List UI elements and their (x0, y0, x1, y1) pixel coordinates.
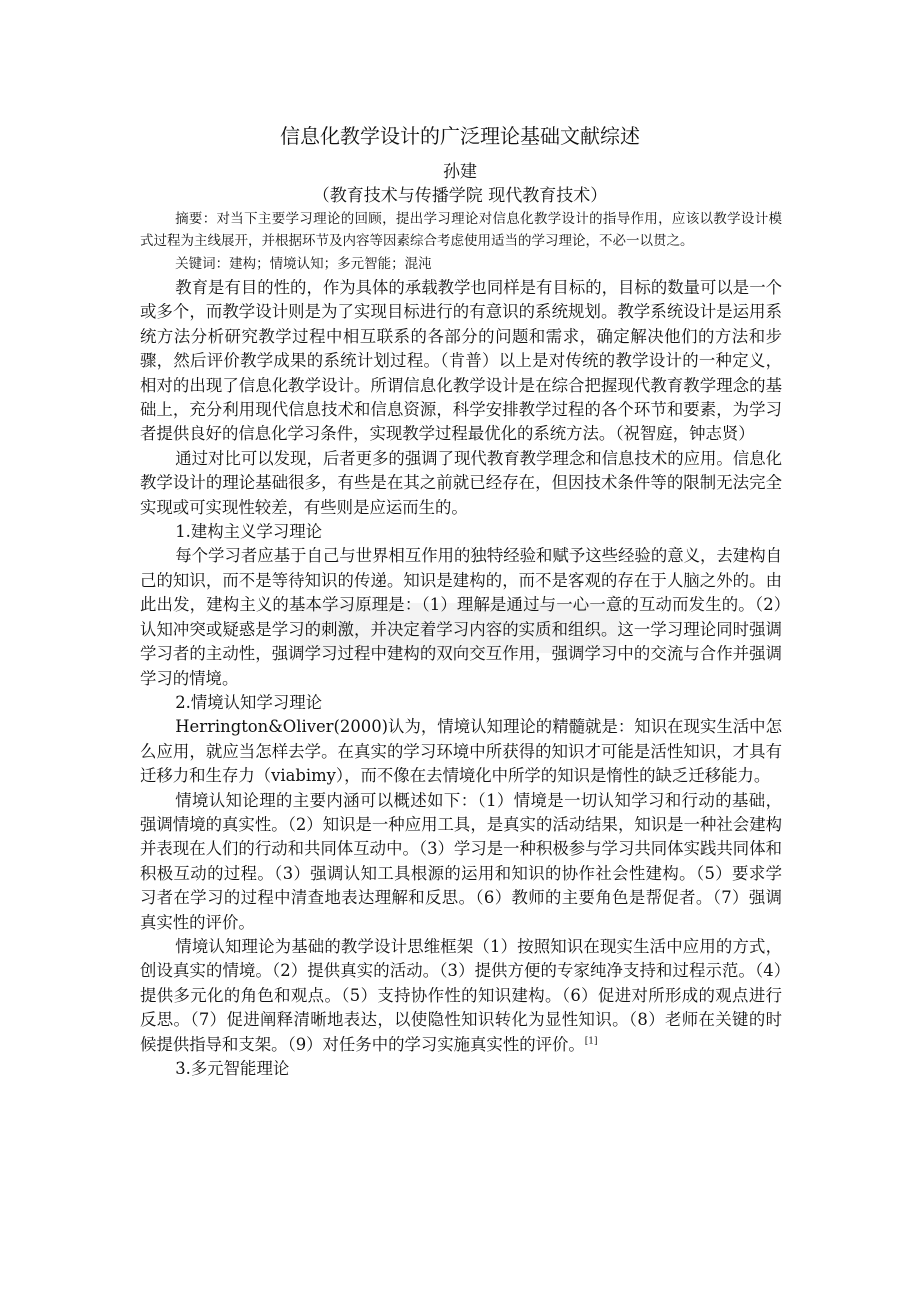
document-body (140, 208, 782, 1081)
abstract: 摘要：对当下主要学习理论的回顾，提出学习理论对信息化教学设计的指导作用，应该以教学设计模式过程为主线展开，并根据环节及内容等因素综合考虑使用适当的学习理论，不必一以贯之。 (140, 211, 782, 249)
author-affiliation: （教育技术与传播学院 现代教育技术） (312, 186, 608, 206)
section-heading-3: 3.多元智能理论 (175, 1059, 290, 1078)
section2-paragraph-3 (140, 935, 782, 1057)
citation-marker: [1] (584, 1036, 598, 1047)
intro-paragraph-2: 通过对比可以发现，后者更多的强调了现代教育教学理念和信息技术的应用。信息化教学设计的理论基础很多，有些是在其之前就已经存在，但因技术条件等的限制无法完全实现或可实现性较差，有些则是应运而生的。 (140, 448, 782, 517)
section-heading-1: 1.建构主义学习理论 (175, 522, 323, 542)
section-heading-2: 2.情境认知学习理论 (175, 692, 323, 712)
keywords: 关键词：建构；情境认知；多元智能；混沌 (175, 256, 432, 272)
section2-paragraph-2: 情境认知论理的主要内涵可以概述如下：（1）情境是一切认知学习和行动的基础，强调情境的真实性。（2）知识是一种应用工具，是真实的活动结果，知识是一种社会建构并表现在人们的行动和共同体互动中。（3）学习是一种积极参与学习共同体实践共同体和积极互动的过程。（3）强调认知工具根源的运用和知识的协作社会性建构。（5）要求学习者在学习的过程中清查地表达理解和反思。（6）教师的主要角色是帮促者。（7）强调真实性的评价。 (140, 790, 782, 932)
section1-paragraph: 每个学习者应基于自己与世界相互作用的独特经验和赋予这些经验的意义，去建构自己的知识，而不是等待知识的传递。知识是建构的，而不是客观的存在于人脑之外的。由此出发，建构主义的基本学习原理是：（1）理解是通过与一心一意的互动而发生的。（2）认知冲突或疑惑是学习的刺激，并决定着学习内容的实质和组织。这一学习理论同时强调学习者的主动性，强调学习过程中建构的双向交互作用，强调学习中的交流与合作并强调学习的情境。 (140, 546, 782, 688)
document-title: 信息化教学设计的广泛理论基础文献综述 (280, 124, 640, 148)
section2-paragraph-1: Herrington&Oliver(2000)认为，情境认知理论的精髓就是：知识在现实生活中怎么应用，就应当怎样去学。在真实的学习环境中所获得的知识才可能是活性知识，才具有迁移力和生存力（viabimy），而不像在去情境化中所学的知识是惰性的缺乏迁移能力。 (140, 717, 782, 786)
intro-paragraph-1: 教育是有目的性的，作为具体的承载教学也同样是有目标的，目标的数量可以是一个或多个，而教学设计则是为了实现目标进行的有意识的系统规划。教学系统设计是运用系统方法分析研究教学过程中相互联系的各部分的问题和需求，确定解决他们的方法和步骤，然后评价教学成果的系统计划过程。（肯普）以上是对传统的教学设计的一种定义，相对的出现了信息化教学设计。所谓信息化教学设计是在综合把握现代教育教学理念的基础上，充分利用现代信息技术和信息资源，科学安排教学过程的各个环节和要素，为学习者提供良好的信息化学习条件，实现教学过程最优化的系统方法。（祝智庭，钟志贤） (140, 278, 782, 444)
section2-paragraph-3-text: 情境认知理论为基础的教学设计思维框架（1）按照知识在现实生活中应用的方式，创设真实的情境。（2）提供真实的活动。（3）提供方便的专家纯净支持和过程示范。（4）提供多元化的角色和观点。（5）支持协作性的知识建构。（6）促进对所形成的观点进行反思。（7）促进阐释清晰地表达，以使隐性知识转化为显性知识。（8）老师在关键的时候提供指导和支架。（9）对任务中的学习实施真实性的评价。 (140, 936, 782, 1054)
author-name: 孙建 (443, 162, 477, 182)
